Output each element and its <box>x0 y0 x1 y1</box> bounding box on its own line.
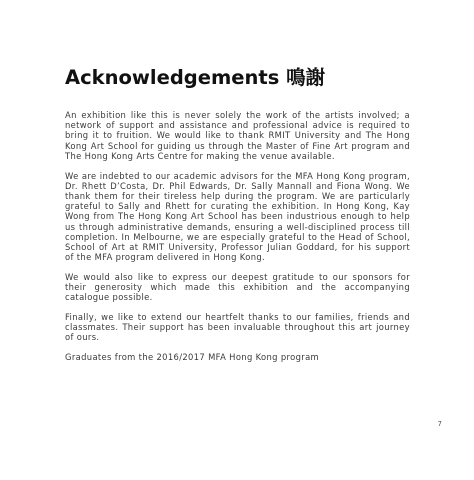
page-number: 7 <box>437 420 442 428</box>
acknowledgements-body <box>65 110 410 372</box>
paragraph-families: Finally, we like to extend our heartfelt thanks to our families, friends and classmates. Their support has been invaluable throughout this art journey of ours. <box>65 311 410 343</box>
paragraph-intro: An exhibition like this is never solely the work of the artists involved; a network of support and assistance and professional advice is required to bring it to fruition. We would like to thank RMIT University and The Hong Kong Art School for guiding us through the Master of Fine Art program and The Hong Kong Arts Centre for making the venue available. <box>65 110 410 161</box>
paragraph-signature: Graduates from the 2016/2017 MFA Hong Kong program <box>65 352 320 363</box>
page-title: Acknowledgements 鳴謝 <box>65 66 326 89</box>
paragraph-advisors: We are indebted to our academic advisors for the MFA Hong Kong program, Dr. Rhett D’Costa, Dr. Phil Edwards, Dr. Sally Mannall and Fiona Wong. We thank them for their tireless help during the program. We are particularly grateful to Sally and Rhett for curating the exhibition. In Hong Kong, Kay Wong from The Hong Kong Art School has been industrious enough to help us through administrative demands, ensuring a well-disciplined process till completion. In Melbourne, we are especially grateful to the Head of School, School of Art at RMIT University, Professor Julian Goddard, for his support of the MFA program delivered in Hong Kong. <box>65 170 410 263</box>
paragraph-sponsors: We would also like to express our deepest gratitude to our sponsors for their generosity which made this exhibition and the accompanying catalogue possible. <box>65 271 410 303</box>
